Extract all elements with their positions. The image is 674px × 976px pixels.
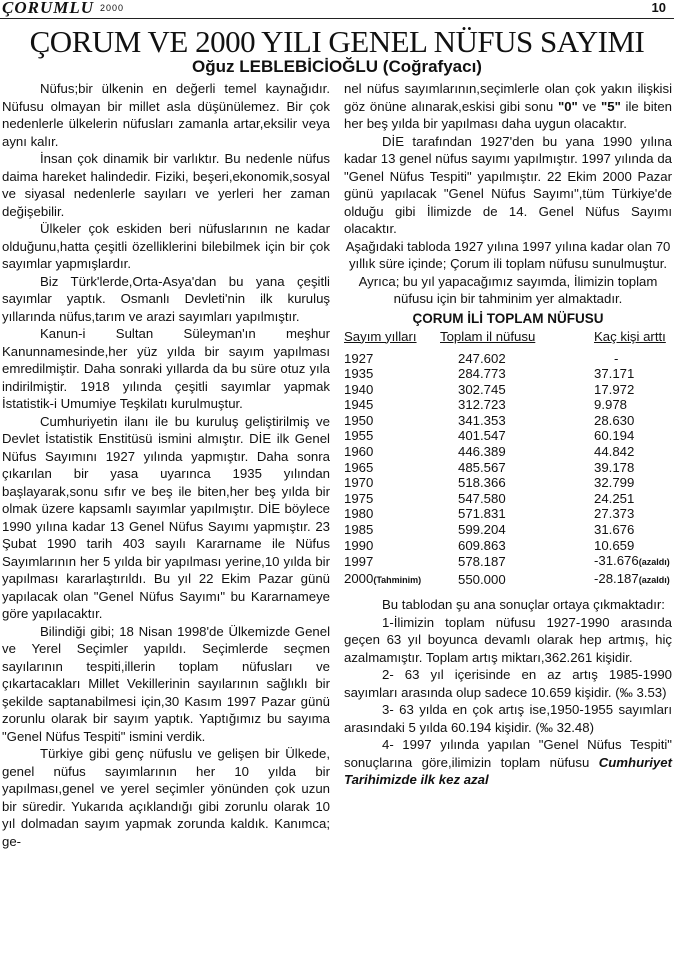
population-cell: 609.863 [458, 537, 506, 553]
paragraph: Cumhuriyetin ilanı ile bu kuruluş geliştirilmiş ve Devlet İstatistik Enstitüsü ismini almıştır. DİE ilk Genel Nüfus Sayımını 1927 yılında yapmıştır. Daha sonra çıkarılan bir yasa uyarınca 1935 yılından başlayarak,sonu sıfır ve beş ile biten,her beş yılda bir olmak üzere kapsamlı sayımlar yapılmıştır. DİE böylece 1990 yılına kadar 13 Genel Nüfus Sayımı yapmıştır. 23 Şubat 1990 tarih 403 sayılı Kararname ile Nüfus Sayımlarının her 5 yılda bir yapılması yerine,10 yılda bir yapılması kararlaştırıldı. Bu yıl 22 Ekim Pazar günü yapılacak olan "Genel Nüfus Sayımı" bu Kararnameye göre yapılacaktır. [2, 413, 330, 621]
year-value: 1935 [344, 366, 374, 382]
article-title: ÇORUM VE 2000 YILI GENEL NÜFUS SAYIMI [29, 24, 645, 59]
table-header: Kaç kişi arttı [594, 328, 666, 344]
increase-value: 10.659 [594, 537, 635, 553]
year-value: 1927 [344, 350, 374, 366]
bold-zero: "0" [557, 98, 578, 114]
table-header-row [344, 329, 672, 351]
population-cell: 518.366 [458, 475, 506, 491]
increase-value: - [614, 350, 619, 366]
table-row [344, 491, 672, 507]
increase-cell [582, 538, 672, 554]
paragraph [344, 736, 672, 789]
table-row [344, 460, 672, 476]
year-cell [344, 460, 440, 476]
table-row [344, 428, 672, 444]
table-row [344, 506, 672, 522]
year-value: 1990 [344, 537, 374, 553]
increase-cell [582, 413, 672, 429]
paragraph: Nüfus;bir ülkenin en değerli temel kaynağıdır. Nüfusu olmayan bir millet asla düşünülemez. Bir çok nedenlerle ülkelerin nüfusları zamanla artar,eksilir veya aynı kalır. [2, 81, 330, 149]
increase-cell [582, 491, 672, 507]
newspaper-logo: ÇORUMLU [2, 0, 95, 17]
paragraph: Biz Türk'lerde,Orta-Asya'dan bu yana çeşitli sayımlar yaptık. Osmanlı Devleti'nin ilk kuruluş yıllarında nüfus,tarım ve arazi sayımları yapılmıştır. [2, 273, 330, 324]
year-cell [344, 522, 440, 538]
table-row [344, 397, 672, 413]
table-header: Sayım yılları [344, 328, 417, 344]
paragraph: Bu tablodan şu ana sonuçlar ortaya çıkmaktadır: [382, 597, 665, 613]
table-row [344, 522, 672, 538]
paragraph-text: ile biten her beş yılda bir yapılması daha uygun olacaktır. [344, 98, 673, 131]
table-row [344, 571, 672, 589]
year-cell [344, 444, 440, 460]
increase-value: -28.187 [594, 570, 639, 586]
year-cell [344, 351, 440, 367]
increase-cell [582, 571, 672, 589]
increase-value: -31.676 [594, 553, 639, 569]
increase-value: 39.178 [594, 459, 635, 475]
increase-cell [582, 366, 672, 382]
table-row [344, 538, 672, 554]
table-row [344, 413, 672, 429]
table-row [344, 366, 672, 382]
year-value: 1960 [344, 444, 374, 460]
population-cell: 401.547 [458, 428, 506, 444]
increase-value: 31.676 [594, 522, 635, 538]
year-value: 2000 [344, 570, 374, 586]
year-cell [344, 428, 440, 444]
paragraph: DİE tarafından 1927'den bu yana 1990 yılına kadar 13 genel nüfus sayımı yapılmıştır. 1997 yılında da "Genel Nüfus Tespiti" yapılmıştır. 22 Ekim 2000 Pazar günü yapılacak "Genel Nüfus Sayımı",tüm Türkiye'de olduğu gibi İlimizde de 14. Genel Nüfus Sayımı olacaktır. [344, 133, 672, 236]
table-row [344, 475, 672, 491]
year-value: 1945 [344, 397, 374, 413]
right-column [344, 80, 672, 789]
year-cell [344, 475, 440, 491]
year-value: 1955 [344, 428, 374, 444]
year-value: 1985 [344, 522, 374, 538]
paragraph: İnsan çok dinamik bir varlıktır. Bu nedenle nüfus daima hareket halindedir. Fiziki, beşeri,ekonomik,sosyal ve siyasal nedenlerle sayıları ve yerleri her zaman değişebilir. [2, 151, 330, 219]
table-row [344, 444, 672, 460]
population-cell: 302.745 [458, 381, 506, 397]
paragraph-text: ve [577, 98, 602, 114]
population-cell: 247.602 [458, 350, 506, 366]
increase-value: 27.373 [594, 506, 635, 522]
year-value: 1975 [344, 490, 374, 506]
paragraph [344, 80, 672, 133]
population-cell: 599.204 [458, 522, 506, 538]
increase-cell [582, 444, 672, 460]
header-year: 2000 [100, 3, 125, 13]
page-number: 10 [651, 0, 666, 15]
year-cell [344, 366, 440, 382]
paragraph: Türkiye gibi genç nüfuslu ve gelişen bir Ülkede, genel nüfus sayımlarının her 10 yılda bir yapılması,genel ve yerel seçimler yönünden çok uzun bir süredir. Yukarıda açıklandığı gibi zorunlu olarak 10 yıl dolmadan sayım yapmak zorunda kaldık. Kanımca; ge- [2, 746, 330, 849]
increase-cell [582, 351, 672, 367]
population-cell: 485.567 [458, 459, 506, 475]
year-value: 1997 [344, 554, 374, 570]
article-author: Oğuz LEBLEBİCİOĞLU (Coğrafyacı) [192, 57, 482, 76]
year-cell [344, 382, 440, 398]
increase-cell [582, 475, 672, 491]
paragraph: 2- 63 yıl içerisinde en az artış 1985-1990 sayımları arasında olup sadece 10.659 kişidir. (‰ 3.53) [344, 667, 672, 700]
year-cell [344, 413, 440, 429]
increase-value: 32.799 [594, 475, 635, 491]
paragraph: Ülkeler çok eskiden beri nüfuslarının ne kadar olduğunu,hatta çeşitli özelliklerini bilebilmek için bir çok sayımlar yapmışlardır. [2, 221, 330, 271]
year-cell [344, 506, 440, 522]
year-cell [344, 571, 440, 589]
year-cell [344, 538, 440, 554]
increase-cell [582, 428, 672, 444]
population-cell: 571.831 [458, 506, 506, 522]
left-column [2, 80, 330, 850]
bold-five: "5" [601, 98, 621, 114]
emphasis-text: Cumhuriyet Tarihimizde ilk kez azal [344, 754, 672, 788]
paragraph: Aşağıdaki tabloda 1927 yılına 1997 yılına kadar olan 70 yıllık süre içinde; Çorum ili toplam nüfusu sunulmuştur. Ayrıca; bu yıl yapacağımız sayımda, İlimizin toplam nüfusu için bir tahminim yer almaktadır. [345, 238, 671, 306]
increase-value: 17.972 [594, 381, 635, 397]
paragraph: 1-İlimizin toplam nüfusu 1927-1990 arasında geçen 63 yıl boyunca devamlı olarak hep artmış, hiç azalmamıştır. Toplam artış miktarı,362.261 kişidir. [344, 614, 672, 665]
increase-value: 24.251 [594, 490, 635, 506]
year-value: 1970 [344, 475, 374, 491]
increase-cell [582, 522, 672, 538]
year-value: 1940 [344, 381, 374, 397]
increase-value: 44.842 [594, 444, 635, 460]
population-table [344, 329, 672, 589]
population-cell: 446.389 [458, 444, 506, 460]
population-cell: 547.580 [458, 490, 506, 506]
year-cell [344, 397, 440, 413]
table-header: Toplam il nüfusu [440, 328, 536, 344]
year-value: 1980 [344, 506, 374, 522]
increase-cell [582, 460, 672, 476]
year-value: 1950 [344, 412, 374, 428]
population-cell: 550.000 [458, 571, 506, 587]
paragraph: 3- 63 yılda en çok artış ise,1950-1955 sayımları arasındaki 5 yılda 60.194 kişidir. (‰ 32.48) [344, 702, 672, 735]
increase-value: 28.630 [594, 412, 635, 428]
table-title: ÇORUM İLİ TOPLAM NÜFUSU [412, 310, 604, 326]
table-row [344, 553, 672, 571]
population-cell: 341.353 [458, 412, 506, 428]
increase-value: 60.194 [594, 428, 635, 444]
population-cell: 312.723 [458, 397, 506, 413]
increase-value: 9.978 [594, 397, 628, 413]
year-cell [344, 553, 440, 571]
year-cell [344, 491, 440, 507]
increase-value: 37.171 [594, 366, 635, 382]
increase-cell [582, 397, 672, 413]
decrease-note: (azaldı) [638, 574, 670, 585]
paragraph-text: 4- 1997 yılında yapılan "Genel Nüfus Tespiti" sonuçlarına göre,ilimizin toplam nüfusu [344, 737, 672, 770]
increase-cell [582, 506, 672, 522]
population-cell: 578.187 [458, 554, 506, 570]
paragraph: Kanun-i Sultan Süleyman'ın meşhur Kanunnamesinde,her yüz yılda bir sayım yapılması emredilmiştir. Daha sonraki yıllarda da bu süre otuz yıla indirilmiştir. 1918 yılında çeşitli sayımlar yapmak İstatistik-i Umumiye Teşkilatı kurulmuştur. [2, 326, 330, 411]
year-value: 1965 [344, 459, 374, 475]
increase-cell [582, 382, 672, 398]
decrease-note: (azaldı) [638, 557, 670, 568]
estimate-note: (Tahminim) [373, 574, 422, 585]
page-header [0, 0, 674, 19]
population-cell: 284.773 [458, 366, 506, 382]
table-row [344, 351, 672, 367]
paragraph-text: nel nüfus sayımlarının,seçimlerle olan çok yakın ilişkisi göz önüne alınarak,eskisi gibi sonu [344, 81, 672, 114]
increase-cell [582, 553, 672, 571]
paragraph: Bilindiği gibi; 18 Nisan 1998'de Ülkemizde Genel ve Yerel Seçimler yapıldı. Seçimlerde seçmen sayılarının tespiti,illerin toplam nüfusları ve çıkartacakları Millet Vekillerinin sayılarının sağlıklı bir şekilde saptanabilmesi için,30 Kasım 1997 Pazar günü zorunlu olarak bir sayım yaptık. Yaptığımız bu sayıma "Genel Nüfus Tespiti" ismini verdik. [2, 623, 330, 744]
table-row [344, 382, 672, 398]
